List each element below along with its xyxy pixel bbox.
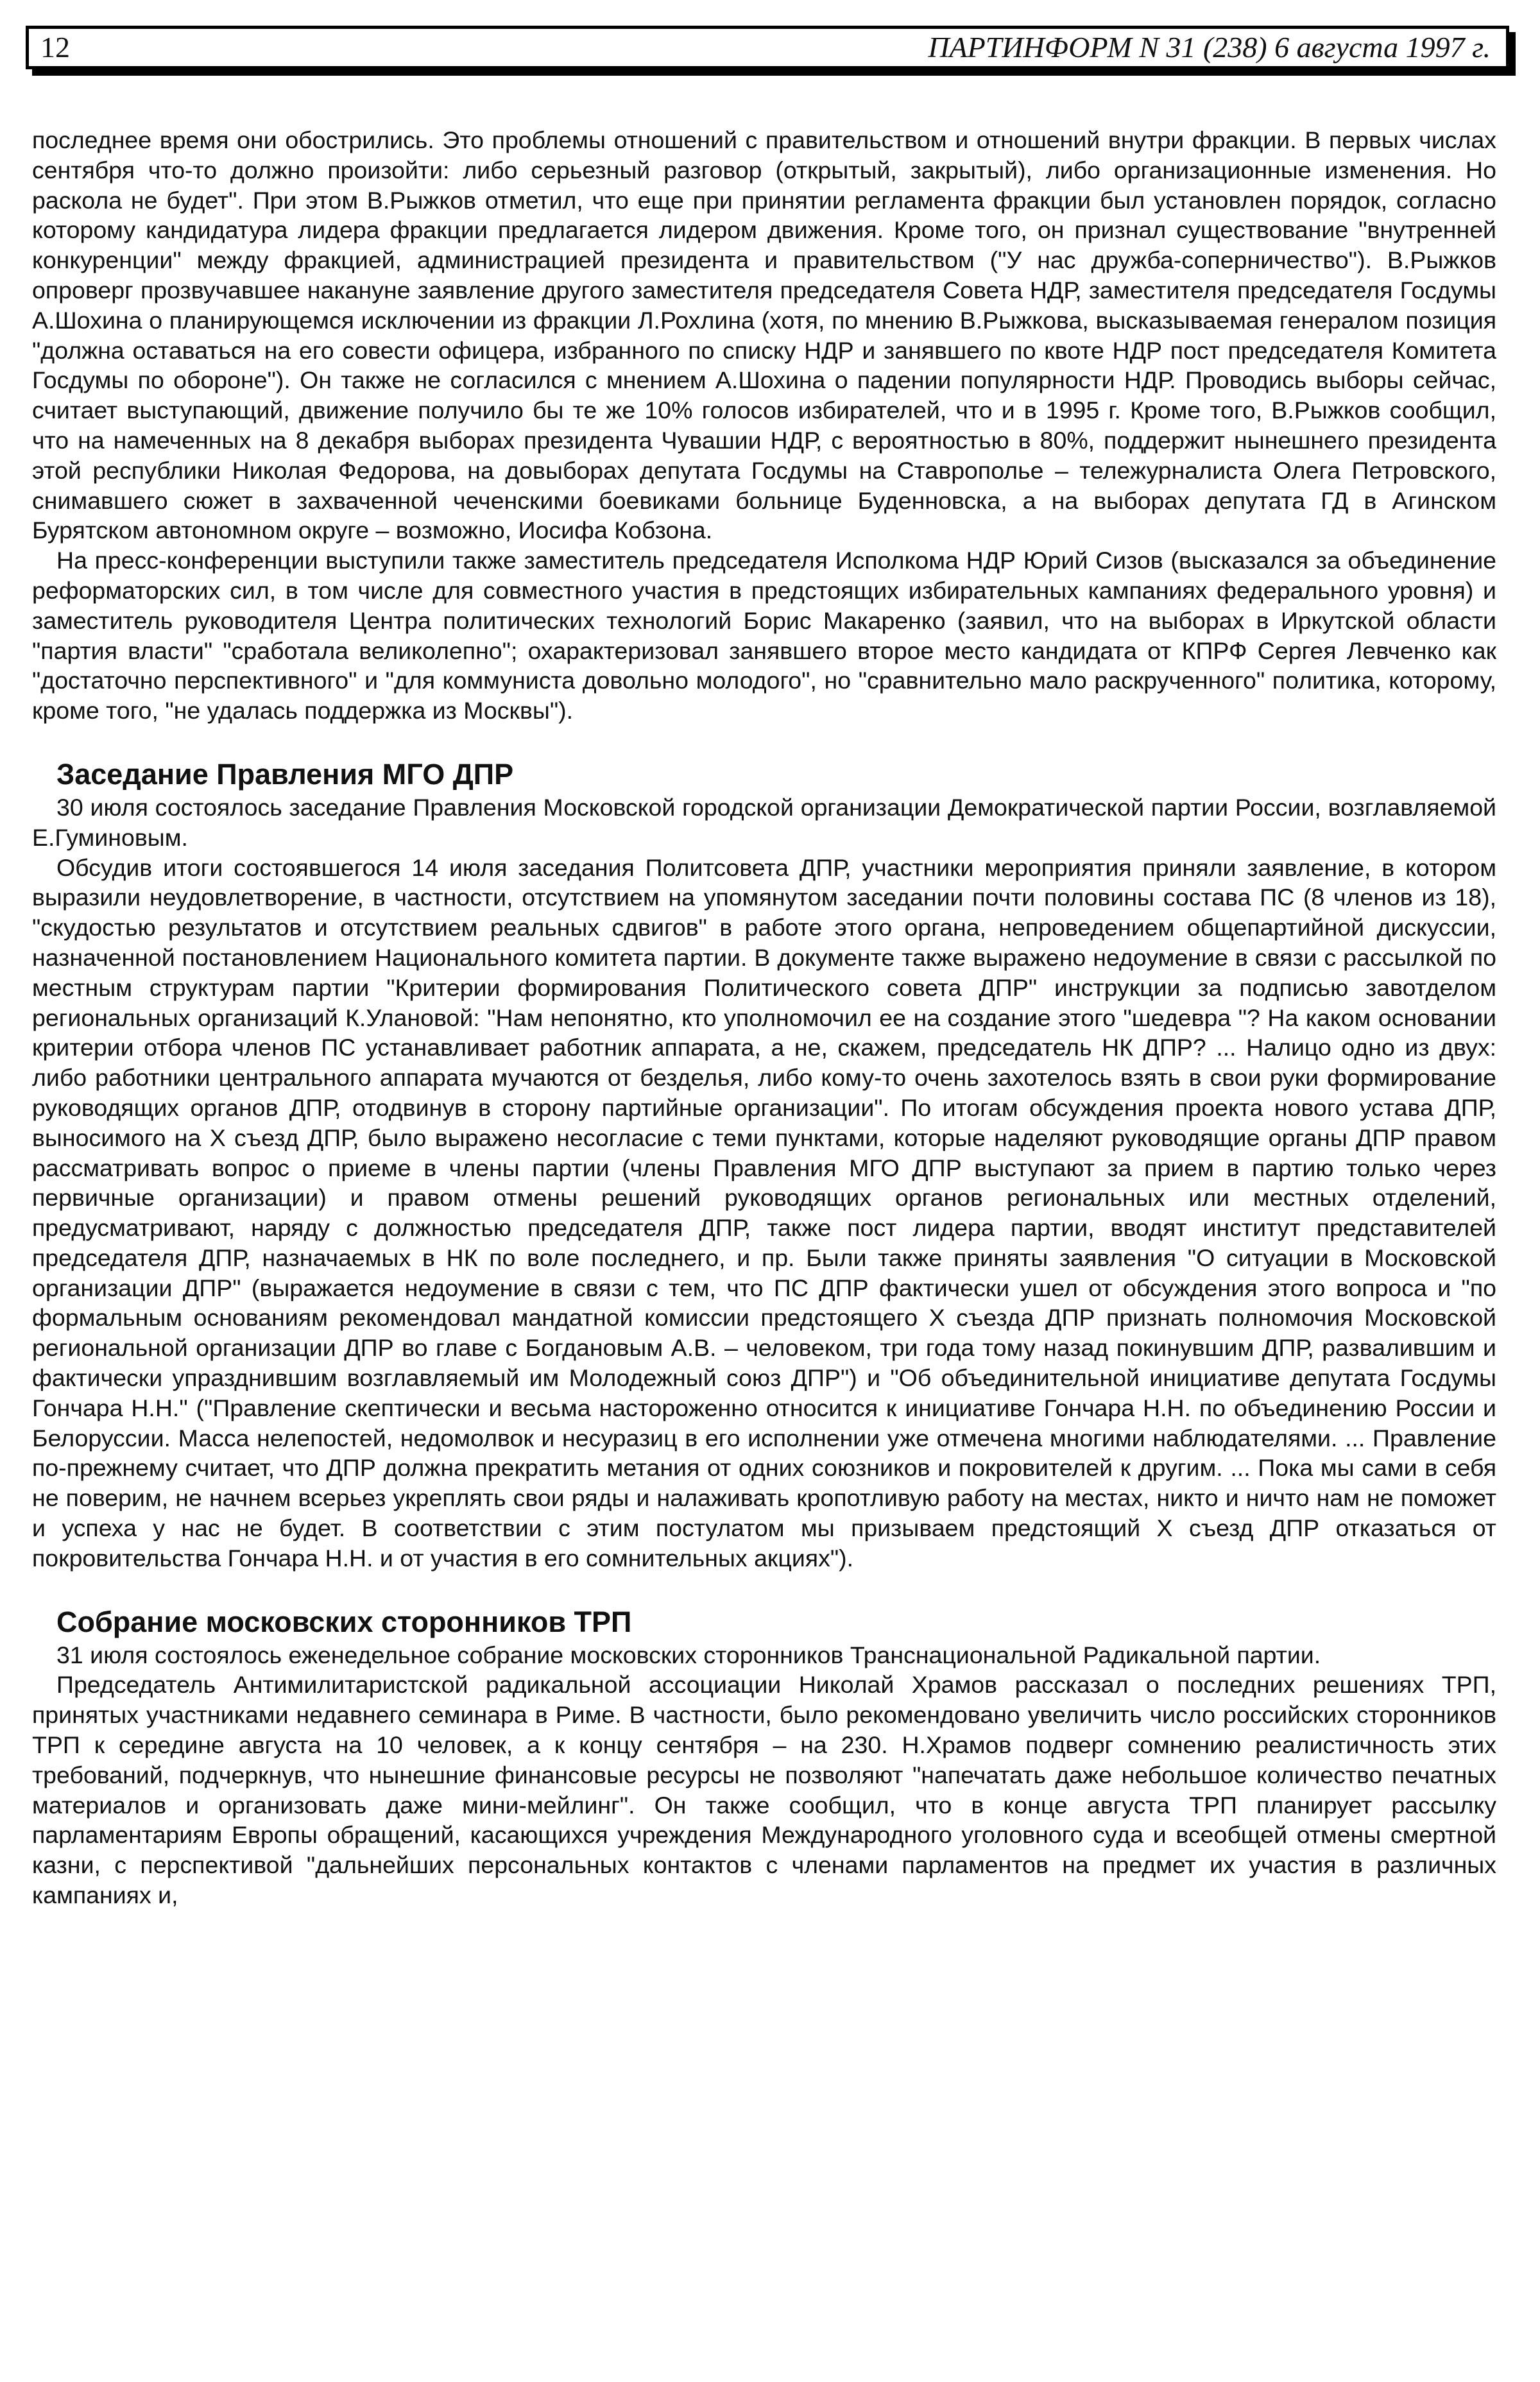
section-heading: Заседание Правления МГО ДПР (56, 757, 514, 791)
paragraph: 31 июля состоялось еженедельное собрание московских сторонников Транснациональной Радикальной партии. (56, 1641, 1321, 1668)
section-heading: Собрание московских сторонников ТРП (56, 1605, 632, 1638)
paragraph: 30 июля состоялось заседание Правления Московской городской организации Демократической партии России, возглавляемой Е.Гуминовым. (32, 793, 1496, 851)
paragraph: Обсудив итоги состоявшегося 14 июля заседания Политсовета ДПР, участники мероприятия приняли заявление, в котором выразили неудовлетворение, в частности, отсутствием на упомянутом заседании почти половины состава ПС (8 членов из 18), "скудостью результатов и отсутствием реальных сдвигов" в работе этого органа, непроведением общепартийной дискуссии, назначенной постановлением Национального комитета партии. В документе также выражено недоумение в связи с рассылкой по местным структурам партии "Критерии формирования Политического совета ДПР" инструкции за подписью завотделом региональных организаций К.Улановой: "Нам непонятно, кто уполномочил ее на создание этого "шедевра "? На каком основании критерии отбора членов ПС устанавливает работник аппарата, а не, скажем, председатель НК ДПР? ... Налицо одно из двух: либо работники центрального аппарата мучаются от безделья, либо кому-то очень захотелось взять в свои руки формирование руководящих органов ДПР, отодвинув в сторону партийные организации". По итогам обсуждения проекта нового устава ДПР, выносимого на X съезд ДПР, было выражено несогласие с теми пунктами, которые наделяют руководящие органы ДПР правом рассматривать вопрос о приеме в члены партии (члены Правления МГО ДПР выступают за прием в партию только через первичные организации) и правом отмены решений руководящих органов региональных или местных отделений, предусматривают, наряду с должностью председателя ДПР, также пост лидера партии, вводят институт представителей председателя ДПР, назначаемых в НК по воле последнего, и пр. Были также приняты заявления "О ситуации в Московской организации ДПР" (выражается недоумение в связи с тем, что ПС ДПР фактически ушел от обсуждения этого вопроса и "по формальным основаниям рекомендовал мандатной комиссии предстоящего X съезда ДПР признать полномочия Московской региональной организации ДПР во главе с Богдановым А.В. – человеком, три года тому назад покинувшим ДПР, развалившим и фактически упразднившим возглавляемый им Молодежный союз ДПР") и "Об объединительной инициативе депутата Госдумы Гончара Н.Н." ("Правление скептически и весьма настороженно относится к инициативе Гончара Н.Н. по объединению России и Белоруссии. Масса нелепостей, недомолвок и несуразиц в его исполнении уже отмечена многими наблюдателями. ... Правление по-прежнему считает, что ДПР должна прекратить метания от одних союзников и покровителей к другим. ... Пока мы сами в себя не поверим, не начнем всерьез укреплять свои ряды и налаживать кропотливую работу на местах, никто и ничто нам не поможет и успеха у нас не будет. В соответствии с этим постулатом мы призываем предстоящий X съезд ДПР отказаться от покровительства Гончара Н.Н. и от участия в его сомнительных акциях"). (32, 853, 1496, 1572)
page-header (26, 26, 1509, 69)
paragraph: Председатель Антимилитаристской радикальной ассоциации Николай Храмов рассказал о последних решениях ТРП, принятых участниками недавнего семинара в Риме. В частности, было рекомендовано увеличить число российских сторонников ТРП к середине августа на 10 человек, а к концу сентября – на 230. Н.Храмов подверг сомнению реалистичность этих требований, подчеркнув, что нынешние финансовые ресурсы не позволяют "напечатать даже небольшое количество печатных материалов и организовать даже мини-мейлинг". Он также сообщил, что в конце августа ТРП планирует рассылку парламентариям Европы обращений, касающихся учреждения Международного уголовного суда и всеобщей отмены смертной казни, с перспективой "дальнейших персональных контактов с членами парламентов на предмет их участия в различных кампаниях и, (32, 1671, 1496, 1909)
article-body (32, 125, 1496, 1910)
page-number: 12 (40, 31, 70, 64)
paragraph: последнее время они обострились. Это проблемы отношений с правительством и отношений внутри фракции. В первых числах сентября что-то должно произойти: либо серьезный разговор (открытый, закрытый), либо организационные изменения. Но раскола не будет". При этом В.Рыжков отметил, что еще при принятии регламента фракции был установлен порядок, согласно которому кандидатура лидера фракции предлагается лидером движения. Кроме того, он признал существование "внутренней конкуренции" между фракцией, администрацией президента и правительством ("У нас дружба-соперничество"). В.Рыжков опроверг прозвучавшее накануне заявление другого заместителя председателя Совета НДР, заместителя председателя Госдумы А.Шохина о планирующемся исключении из фракции Л.Рохлина (хотя, по мнению В.Рыжкова, высказываемая генералом позиция "должна оставаться на его совести офицера, избранного по списку НДР и занявшего по квоте НДР пост председателя Комитета Госдумы по обороне"). Он также не согласился с мнением А.Шохина о падении популярности НДР. Проводись выборы сейчас, считает выступающий, движение получило бы те же 10% голосов избирателей, что и в 1995 г. Кроме того, В.Рыжков сообщил, что на намеченных на 8 декабря выборах президента Чувашии НДР, с вероятностью в 80%, поддержит нынешнего президента этой республики Николая Федорова, на довыборах депутата Госдумы на Ставрополье – тележурналиста Олега Петровского, снимавшего сюжет в захваченной чеченскими боевиками больнице Буденновска, а на выборах депутата ГД в Агинском Бурятском автономном округе – возможно, Иосифа Кобзона. (32, 126, 1496, 544)
paragraph: На пресс-конференции выступили также заместитель председателя Исполкома НДР Юрий Сизов (высказался за объединение реформаторских сил, в том числе для совместного участия в предстоящих избирательных кампаниях федерального уровня) и заместитель руководителя Центра политических технологий Борис Макаренко (заявил, что на выборах в Иркутской области "партия власти" "сработала великолепно"; охарактеризовал занявшего второе место кандидата от КПРФ Сергея Левченко как "достаточно перспективного" и "для коммуниста довольно молодого", но "сравнительно мало раскрученного" политика, которому, кроме того, "не удалась поддержка из Москвы"). (32, 547, 1496, 724)
publication-title: ПАРТИНФОРМ N 31 (238) 6 августа 1997 г. (928, 31, 1491, 64)
